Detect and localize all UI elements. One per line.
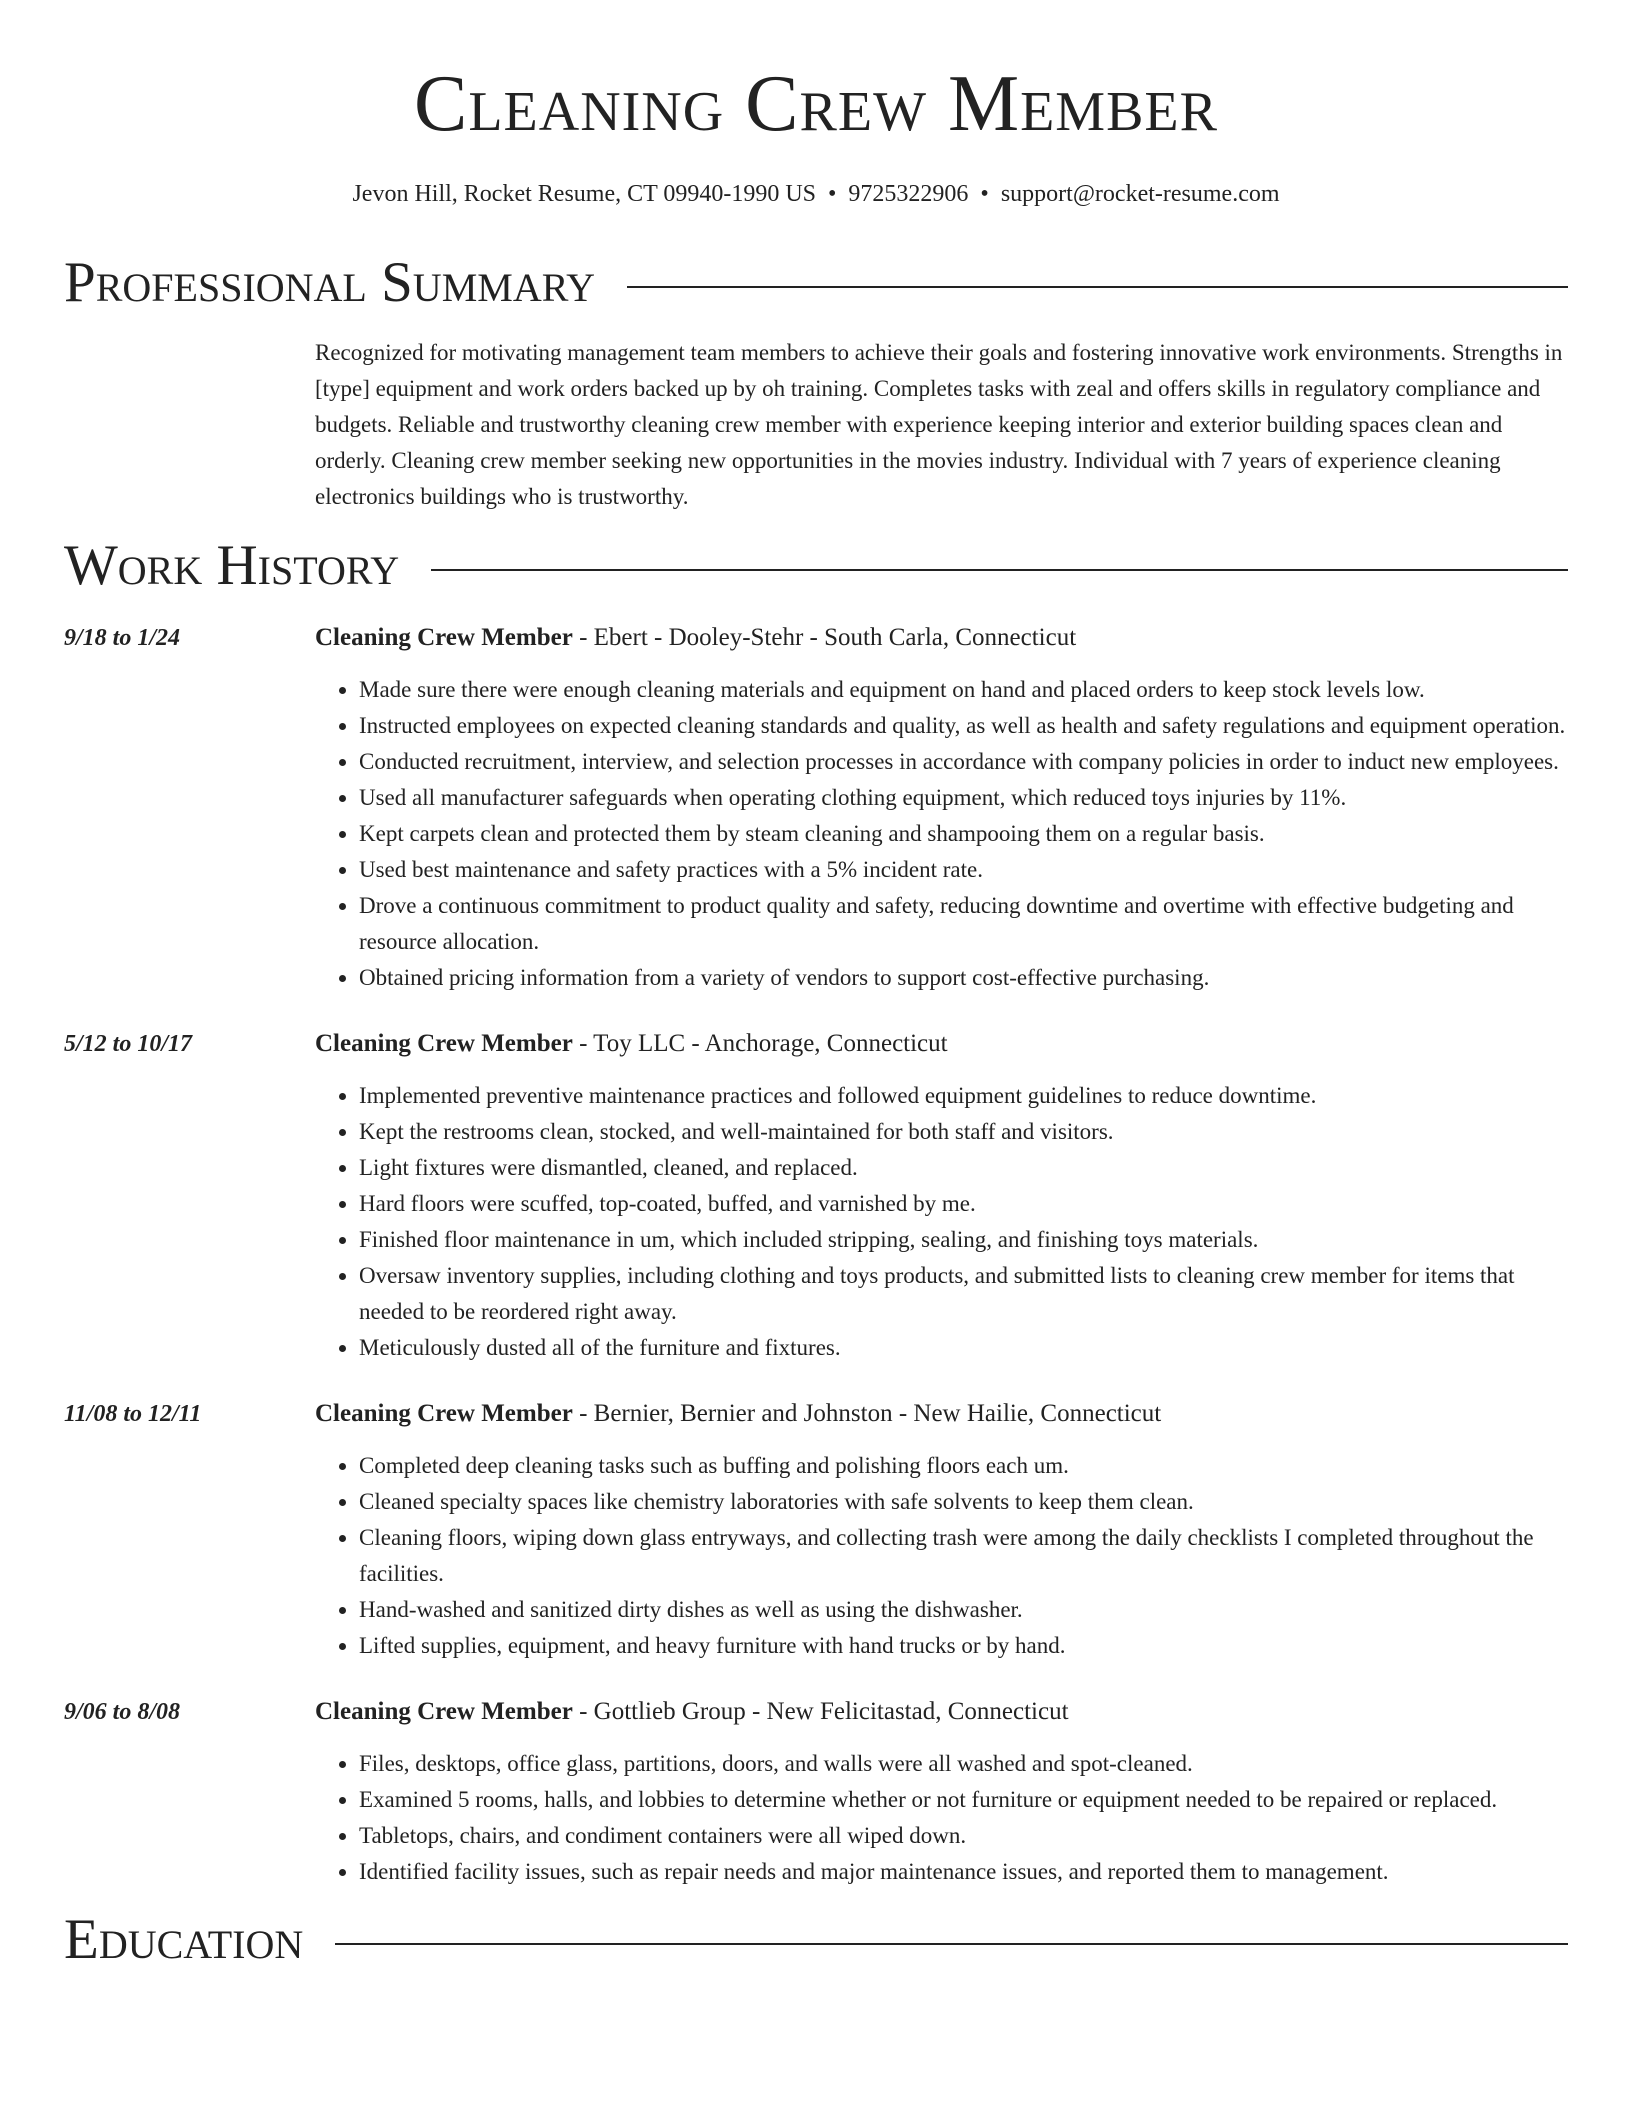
job-bullet: • Drove a continuous commitment to product quality and safety, reducing downtime and overtime with effective budgeting and resource allocation. [359, 888, 1568, 960]
contact-phone: 9725322906 [848, 181, 969, 207]
job-dates: 11/08 to 12/11 [64, 1400, 202, 1427]
job-entry [64, 620, 1568, 996]
section-divider [627, 286, 1568, 288]
section-divider [335, 1943, 1568, 1945]
job-company-location: - Bernier, Bernier and Johnston - New Hailie, Connecticut [572, 1399, 1162, 1427]
separator-dot: • [828, 181, 837, 207]
job-bullet: • Cleaning floors, wiping down glass entryways, and collecting trash were among the daily checklists I completed throughout the facilities. [359, 1520, 1568, 1592]
job-bullet-list [315, 1078, 1568, 1366]
job-bullet: • Oversaw inventory supplies, including clothing and toys products, and submitted lists to cleaning crew member for items that needed to be reordered right away. [359, 1258, 1568, 1330]
contact-email: support@rocket-resume.com [1000, 181, 1280, 207]
job-role: Cleaning Crew Member [315, 1697, 573, 1725]
job-body [315, 1396, 1568, 1664]
job-bullet: • Instructed employees on expected cleaning standards and quality, as well as health and safety regulations and equipment operation. [359, 708, 1568, 744]
work-history-list [64, 620, 1568, 1890]
job-headline [315, 620, 1568, 656]
job-bullet: • Light fixtures were dismantled, cleaned, and replaced. [359, 1150, 1568, 1186]
job-entry [64, 1026, 1568, 1366]
job-company-location: - Toy LLC - Anchorage, Connecticut [572, 1029, 948, 1057]
job-headline [315, 1396, 1568, 1432]
contact-address: Jevon Hill, Rocket Resume, CT 09940-1990 US [352, 181, 817, 207]
job-bullet: • Identified facility issues, such as repair needs and major maintenance issues, and reported them to management. [359, 1854, 1568, 1890]
job-bullet: • Finished floor maintenance in um, which included stripping, sealing, and finishing toys materials. [359, 1222, 1568, 1258]
job-role: Cleaning Crew Member [315, 1399, 573, 1427]
separator-dot: • [980, 181, 989, 207]
job-dates: 9/18 to 1/24 [64, 624, 181, 651]
job-bullet: • Obtained pricing information from a variety of vendors to support cost-effective purchasing. [359, 960, 1568, 996]
job-bullet: • Lifted supplies, equipment, and heavy furniture with hand trucks or by hand. [359, 1628, 1568, 1664]
page-title: Cleaning Crew Member [413, 60, 1218, 148]
job-bullet: • Cleaned specialty spaces like chemistry laboratories with safe solvents to keep them clean. [359, 1484, 1568, 1520]
job-body [315, 620, 1568, 996]
job-headline [315, 1026, 1568, 1062]
job-bullet: • Kept the restrooms clean, stocked, and well-maintained for both staff and visitors. [359, 1114, 1568, 1150]
job-body [315, 1694, 1568, 1890]
job-bullet: • Examined 5 rooms, halls, and lobbies to determine whether or not furniture or equipment needed to be repaired or replaced. [359, 1782, 1568, 1818]
job-bullet: • Files, desktops, office glass, partitions, doors, and walls were all washed and spot-cleaned. [359, 1746, 1568, 1782]
job-bullet: • Tabletops, chairs, and condiment containers were all wiped down. [359, 1818, 1568, 1854]
job-bullet: • Kept carpets clean and protected them by steam cleaning and shampooing them on a regular basis. [359, 816, 1568, 852]
section-header-summary [64, 251, 1568, 315]
job-bullet: • Implemented preventive maintenance practices and followed equipment guidelines to reduce downtime. [359, 1078, 1568, 1114]
job-entry [64, 1396, 1568, 1664]
job-bullet: • Used best maintenance and safety practices with a 5% incident rate. [359, 852, 1568, 888]
job-bullet: • Completed deep cleaning tasks such as buffing and polishing floors each um. [359, 1448, 1568, 1484]
section-title-work-history: Work History [64, 534, 400, 598]
job-company-location: - Ebert - Dooley-Stehr - South Carla, Connecticut [572, 623, 1077, 651]
job-dates: 5/12 to 10/17 [64, 1030, 193, 1057]
job-bullet: • Conducted recruitment, interview, and selection processes in accordance with company policies in order to induct new employees. [359, 744, 1568, 780]
job-bullet: • Made sure there were enough cleaning materials and equipment on hand and placed orders to keep stock levels low. [359, 672, 1568, 708]
job-bullet: • Hard floors were scuffed, top-coated, buffed, and varnished by me. [359, 1186, 1568, 1222]
section-divider [431, 569, 1568, 571]
job-dates: 9/06 to 8/08 [64, 1698, 181, 1725]
section-title-summary: Professional Summary [64, 251, 596, 315]
section-header-education [64, 1908, 1568, 1972]
job-entry [64, 1694, 1568, 1890]
job-bullet: • Used all manufacturer safeguards when operating clothing equipment, which reduced toys injuries by 11%. [359, 780, 1568, 816]
job-bullet-list [315, 1746, 1568, 1890]
job-body [315, 1026, 1568, 1366]
section-title-education: Education [64, 1908, 304, 1972]
job-bullet: • Meticulously dusted all of the furniture and fixtures. [359, 1330, 1568, 1366]
job-bullet-list [315, 1448, 1568, 1664]
job-role: Cleaning Crew Member [315, 623, 573, 651]
job-company-location: - Gottlieb Group - New Felicitastad, Connecticut [572, 1697, 1069, 1725]
job-bullet: • Hand-washed and sanitized dirty dishes as well as using the dishwasher. [359, 1592, 1568, 1628]
job-bullet-list [315, 672, 1568, 996]
job-role: Cleaning Crew Member [315, 1029, 573, 1057]
summary-text: Recognized for motivating management team members to achieve their goals and fostering innovative work environments. Strengths in [type] equipment and work orders backed up by oh training. Completes tasks with zeal and offers skills in regulatory compliance and budgets. Reliable and trustworthy cleaning crew member with experience keeping interior and exterior building spaces clean and orderly. Cleaning crew member seeking new opportunities in the movies industry. Individual with 7 years of experience cleaning electronics buildings who is trustworthy. [315, 339, 1563, 509]
section-header-work-history [64, 534, 1568, 598]
contact-line [64, 180, 1568, 209]
job-headline [315, 1694, 1568, 1730]
